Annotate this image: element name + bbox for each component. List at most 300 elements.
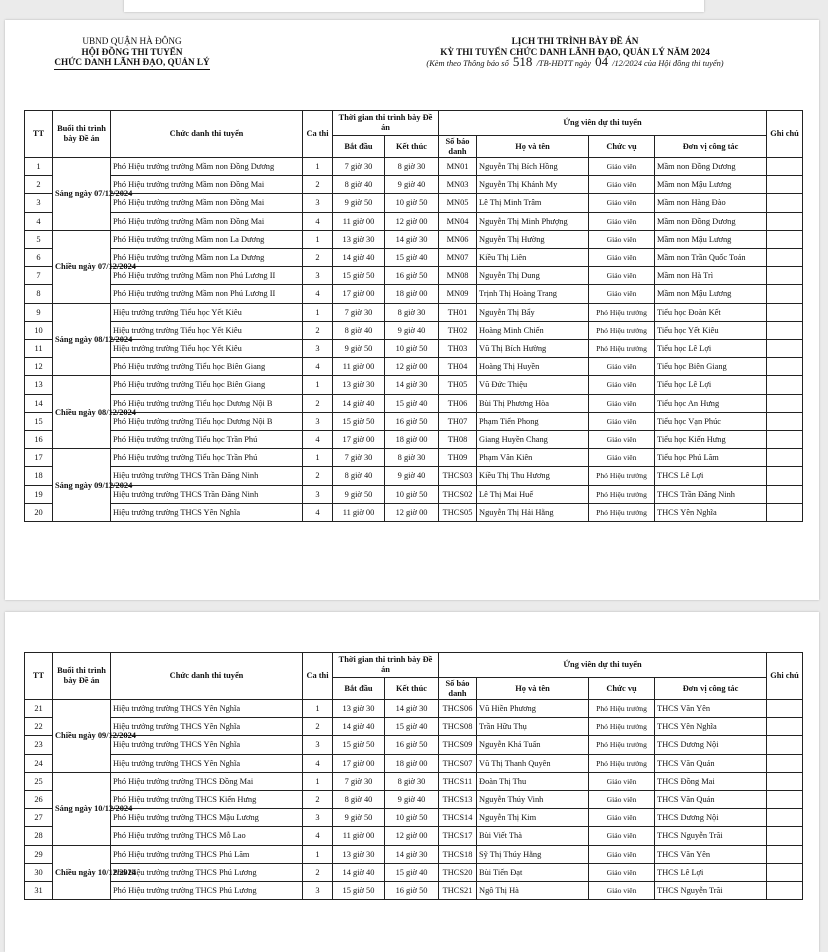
row-number: 3 xyxy=(25,194,53,212)
notes-cell xyxy=(767,212,803,230)
shift-cell: 4 xyxy=(303,827,333,845)
current-position-cell: Giáo viên xyxy=(589,882,655,900)
shift-cell: 4 xyxy=(303,358,333,376)
start-time-cell: 15 giờ 50 xyxy=(333,412,385,430)
candidate-name-cell: Vũ Thị Bích Hường xyxy=(477,340,589,358)
position-title-cell: Hiệu trưởng trường THCS Trần Đăng Ninh xyxy=(111,485,303,503)
workplace-cell: THCS Lê Lợi xyxy=(655,863,767,881)
row-number: 29 xyxy=(25,845,53,863)
end-time-cell: 12 giờ 00 xyxy=(385,358,439,376)
workplace-cell: Mầm non Hàng Đào xyxy=(655,194,767,212)
row-number: 18 xyxy=(25,467,53,485)
session-cell: Sáng ngày 10/12/2024 xyxy=(53,772,111,845)
table-row xyxy=(25,431,803,449)
shift-cell: 3 xyxy=(303,194,333,212)
candidate-name-cell: Nguyễn Thị Bích Hồng xyxy=(477,158,589,176)
end-time-cell: 12 giờ 00 xyxy=(385,503,439,521)
notes-cell xyxy=(767,736,803,754)
end-time-cell: 8 giờ 30 xyxy=(385,772,439,790)
end-time-cell: 14 giờ 30 xyxy=(385,376,439,394)
position-title-cell: Phó Hiệu trưởng trường Tiểu học Dương Nội B xyxy=(111,394,303,412)
position-title-cell: Phó Hiệu trưởng trường THCS Phú Lãm xyxy=(111,845,303,863)
current-position-cell: Phó Hiệu trưởng xyxy=(589,485,655,503)
end-time-cell: 9 giờ 40 xyxy=(385,791,439,809)
candidate-code-cell: THCS06 xyxy=(439,700,477,718)
row-number: 23 xyxy=(25,736,53,754)
workplace-cell: Mầm non Trần Quốc Toản xyxy=(655,249,767,267)
row-number: 6 xyxy=(25,249,53,267)
table-row xyxy=(25,718,803,736)
position-title-cell: Phó Hiệu trưởng trường THCS Phú Lương xyxy=(111,863,303,881)
candidate-name-cell: Vũ Đức Thiệu xyxy=(477,376,589,394)
row-number: 20 xyxy=(25,503,53,521)
start-time-cell: 17 giờ 00 xyxy=(333,754,385,772)
position-title-cell: Phó Hiệu trưởng trường Mầm non Đồng Dương xyxy=(111,158,303,176)
current-position-cell: Giáo viên xyxy=(589,358,655,376)
table-row xyxy=(25,394,803,412)
col-time-group: Thời gian thi trình bày Đề án xyxy=(333,111,439,136)
session-cell: Chiều ngày 08/12/2024 xyxy=(53,376,111,449)
notes-cell xyxy=(767,467,803,485)
current-position-cell: Phó Hiệu trưởng xyxy=(589,754,655,772)
current-position-cell: Giáo viên xyxy=(589,285,655,303)
position-title-cell: Hiệu trưởng trường Tiểu học Yết Kiêu xyxy=(111,303,303,321)
row-number: 9 xyxy=(25,303,53,321)
position-title-cell: Phó Hiệu trưởng trường Mầm non Phú Lương II xyxy=(111,267,303,285)
table-row xyxy=(25,358,803,376)
candidate-name-cell: Phạm Tiến Phong xyxy=(477,412,589,430)
shift-cell: 1 xyxy=(303,700,333,718)
workplace-cell: Mầm non Mậu Lương xyxy=(655,230,767,248)
candidate-code-cell: TH04 xyxy=(439,358,477,376)
candidate-code-cell: THCS08 xyxy=(439,718,477,736)
position-title-cell: Phó Hiệu trưởng trường THCS Kiến Hưng xyxy=(111,791,303,809)
table-row xyxy=(25,321,803,339)
start-time-cell: 8 giờ 40 xyxy=(333,321,385,339)
notes-cell xyxy=(767,700,803,718)
end-time-cell: 16 giờ 50 xyxy=(385,736,439,754)
document-page-1 xyxy=(5,20,819,600)
workplace-cell: THCS Nguyễn Trãi xyxy=(655,827,767,845)
start-time-cell: 8 giờ 40 xyxy=(333,791,385,809)
end-time-cell: 10 giờ 50 xyxy=(385,194,439,212)
col-position: Chức vụ xyxy=(589,136,655,158)
end-time-cell: 10 giờ 50 xyxy=(385,809,439,827)
table-row xyxy=(25,376,803,394)
table-row xyxy=(25,285,803,303)
table-row xyxy=(25,772,803,790)
schedule-table-page-1 xyxy=(24,110,803,522)
position-title-cell: Phó Hiệu trưởng trường Mầm non La Dương xyxy=(111,230,303,248)
candidate-name-cell: Lê Thị Minh Trâm xyxy=(477,194,589,212)
candidate-name-cell: Giang Huyền Chang xyxy=(477,431,589,449)
shift-cell: 3 xyxy=(303,412,333,430)
current-position-cell: Giáo viên xyxy=(589,158,655,176)
notes-cell xyxy=(767,321,803,339)
start-time-cell: 11 giờ 00 xyxy=(333,827,385,845)
end-time-cell: 8 giờ 30 xyxy=(385,158,439,176)
notes-cell xyxy=(767,412,803,430)
start-time-cell: 14 giờ 40 xyxy=(333,863,385,881)
col-tt: TT xyxy=(25,653,53,700)
notes-cell xyxy=(767,845,803,863)
row-number: 12 xyxy=(25,358,53,376)
shift-cell: 1 xyxy=(303,303,333,321)
shift-cell: 3 xyxy=(303,809,333,827)
candidate-code-cell: THCS18 xyxy=(439,845,477,863)
notes-cell xyxy=(767,376,803,394)
end-time-cell: 12 giờ 00 xyxy=(385,827,439,845)
table-row xyxy=(25,791,803,809)
table-header xyxy=(25,111,803,158)
current-position-cell: Giáo viên xyxy=(589,772,655,790)
table-body-page-1 xyxy=(25,158,803,522)
candidate-code-cell: MN05 xyxy=(439,194,477,212)
candidate-name-cell: Kiều Thị Liên xyxy=(477,249,589,267)
position-title-cell: Phó Hiệu trưởng trường Tiểu học Biên Giang xyxy=(111,376,303,394)
table-row xyxy=(25,230,803,248)
position-title-cell: Hiệu trưởng trường THCS Yên Nghĩa xyxy=(111,700,303,718)
notes-cell xyxy=(767,772,803,790)
current-position-cell: Giáo viên xyxy=(589,791,655,809)
current-position-cell: Giáo viên xyxy=(589,230,655,248)
session-cell: Sáng ngày 08/12/2024 xyxy=(53,303,111,376)
session-cell: Chiều ngày 07/12/2024 xyxy=(53,230,111,303)
candidate-code-cell: MN04 xyxy=(439,212,477,230)
col-candidates: Ứng viên dự thi tuyển xyxy=(439,653,767,678)
current-position-cell: Phó Hiệu trưởng xyxy=(589,321,655,339)
row-number: 14 xyxy=(25,394,53,412)
table-row xyxy=(25,503,803,521)
end-time-cell: 10 giờ 50 xyxy=(385,485,439,503)
document-page-2 xyxy=(5,612,819,952)
col-session: Buổi thi trình bày Đề án xyxy=(53,111,111,158)
col-shift: Ca thi xyxy=(303,653,333,700)
workplace-cell: THCS Yên Nghĩa xyxy=(655,503,767,521)
notes-cell xyxy=(767,503,803,521)
candidate-name-cell: Vũ Thị Thanh Quyên xyxy=(477,754,589,772)
start-time-cell: 15 giờ 50 xyxy=(333,736,385,754)
col-title: Chức danh thi tuyển xyxy=(111,111,303,158)
document-header xyxy=(5,36,819,98)
workplace-cell: Tiểu học An Hưng xyxy=(655,394,767,412)
shift-cell: 4 xyxy=(303,285,333,303)
position-title-cell: Phó Hiệu trưởng trường Tiểu học Biên Giang xyxy=(111,358,303,376)
issuer-line-1: UBND QUẬN HÀ ĐÔNG xyxy=(82,36,182,46)
candidate-code-cell: TH02 xyxy=(439,321,477,339)
start-time-cell: 11 giờ 00 xyxy=(333,503,385,521)
shift-cell: 1 xyxy=(303,449,333,467)
current-position-cell: Phó Hiệu trưởng xyxy=(589,303,655,321)
table-row xyxy=(25,249,803,267)
col-position: Chức vụ xyxy=(589,678,655,700)
reference-day: 04 xyxy=(595,54,609,69)
reference-number: 518 xyxy=(512,54,533,69)
position-title-cell: Hiệu trưởng trường THCS Yên Nghĩa xyxy=(111,754,303,772)
workplace-cell: THCS Đồng Mai xyxy=(655,772,767,790)
current-position-cell: Giáo viên xyxy=(589,412,655,430)
current-position-cell: Giáo viên xyxy=(589,827,655,845)
end-time-cell: 16 giờ 50 xyxy=(385,412,439,430)
candidate-code-cell: MN08 xyxy=(439,267,477,285)
candidate-code-cell: TH07 xyxy=(439,412,477,430)
notes-cell xyxy=(767,249,803,267)
session-cell: Chiều ngày 10/12/2024 xyxy=(53,845,111,900)
start-time-cell: 11 giờ 00 xyxy=(333,358,385,376)
table-row xyxy=(25,700,803,718)
row-number: 16 xyxy=(25,431,53,449)
table-header xyxy=(25,653,803,700)
row-number: 27 xyxy=(25,809,53,827)
workplace-cell: THCS Dương Nội xyxy=(655,736,767,754)
position-title-cell: Phó Hiệu trưởng trường Tiểu học Trần Phú xyxy=(111,449,303,467)
end-time-cell: 9 giờ 40 xyxy=(385,467,439,485)
start-time-cell: 8 giờ 40 xyxy=(333,467,385,485)
col-end: Kết thúc xyxy=(385,136,439,158)
table-row xyxy=(25,863,803,881)
candidate-code-cell: THCS07 xyxy=(439,754,477,772)
position-title-cell: Phó Hiệu trưởng trường Mầm non Đồng Mai xyxy=(111,194,303,212)
shift-cell: 3 xyxy=(303,882,333,900)
table-row xyxy=(25,736,803,754)
notes-cell xyxy=(767,449,803,467)
issuer-line-3: CHỨC DANH LÃNH ĐẠO, QUẢN LÝ xyxy=(54,57,209,70)
position-title-cell: Hiệu trưởng trường Tiểu học Yết Kiêu xyxy=(111,321,303,339)
candidate-name-cell: Bùi Thị Phương Hòa xyxy=(477,394,589,412)
end-time-cell: 15 giờ 40 xyxy=(385,863,439,881)
candidate-name-cell: Lê Thị Mai Huế xyxy=(477,485,589,503)
row-number: 19 xyxy=(25,485,53,503)
issuer-line-2: HỘI ĐỒNG THI TUYỂN xyxy=(81,46,183,57)
col-title: Chức danh thi tuyển xyxy=(111,653,303,700)
position-title-cell: Hiệu trưởng trường THCS Yên Nghĩa xyxy=(111,736,303,754)
current-position-cell: Giáo viên xyxy=(589,431,655,449)
document-subtitle: KỲ THI TUYỂN CHỨC DANH LÃNH ĐẠO, QUẢN LÝ NĂM 2024 xyxy=(440,46,710,57)
end-time-cell: 15 giờ 40 xyxy=(385,249,439,267)
end-time-cell: 14 giờ 30 xyxy=(385,230,439,248)
position-title-cell: Phó Hiệu trưởng trường Mầm non La Dương xyxy=(111,249,303,267)
notes-cell xyxy=(767,863,803,881)
notes-cell xyxy=(767,285,803,303)
shift-cell: 1 xyxy=(303,772,333,790)
candidate-code-cell: TH03 xyxy=(439,340,477,358)
position-title-cell: Phó Hiệu trưởng trường Tiểu học Dương Nội B xyxy=(111,412,303,430)
candidate-name-cell: Nguyễn Thị Bẩy xyxy=(477,303,589,321)
notes-cell xyxy=(767,827,803,845)
current-position-cell: Phó Hiệu trưởng xyxy=(589,503,655,521)
shift-cell: 4 xyxy=(303,431,333,449)
notes-cell xyxy=(767,431,803,449)
candidate-code-cell: TH09 xyxy=(439,449,477,467)
workplace-cell: Tiểu học Phú Lãm xyxy=(655,449,767,467)
start-time-cell: 11 giờ 00 xyxy=(333,212,385,230)
shift-cell: 2 xyxy=(303,863,333,881)
table-row xyxy=(25,194,803,212)
end-time-cell: 8 giờ 30 xyxy=(385,303,439,321)
col-tt: TT xyxy=(25,111,53,158)
position-title-cell: Phó Hiệu trưởng trường THCS Mỗ Lao xyxy=(111,827,303,845)
workplace-cell: THCS Văn Quán xyxy=(655,791,767,809)
end-time-cell: 18 giờ 00 xyxy=(385,754,439,772)
table-row xyxy=(25,212,803,230)
col-code: Số báo danh xyxy=(439,136,477,158)
shift-cell: 3 xyxy=(303,736,333,754)
table-row xyxy=(25,754,803,772)
current-position-cell: Giáo viên xyxy=(589,249,655,267)
notes-cell xyxy=(767,340,803,358)
col-time-group: Thời gian thi trình bày Đề án xyxy=(333,653,439,678)
candidate-name-cell: Bùi Viết Thà xyxy=(477,827,589,845)
current-position-cell: Phó Hiệu trưởng xyxy=(589,340,655,358)
shift-cell: 2 xyxy=(303,718,333,736)
candidate-code-cell: MN09 xyxy=(439,285,477,303)
start-time-cell: 13 giờ 30 xyxy=(333,700,385,718)
current-position-cell: Giáo viên xyxy=(589,845,655,863)
current-position-cell: Giáo viên xyxy=(589,194,655,212)
candidate-code-cell: THCS14 xyxy=(439,809,477,827)
workplace-cell: THCS Văn Yên xyxy=(655,700,767,718)
table-row xyxy=(25,485,803,503)
session-cell: Chiều ngày 09/12/2024 xyxy=(53,700,111,773)
workplace-cell: THCS Văn Quán xyxy=(655,754,767,772)
candidate-name-cell: Nguyễn Thị Khánh My xyxy=(477,176,589,194)
workplace-cell: Tiểu học Vạn Phúc xyxy=(655,412,767,430)
candidate-code-cell: TH05 xyxy=(439,376,477,394)
table-row xyxy=(25,449,803,467)
current-position-cell: Phó Hiệu trưởng xyxy=(589,718,655,736)
end-time-cell: 16 giờ 50 xyxy=(385,267,439,285)
workplace-cell: Tiểu học Biên Giang xyxy=(655,358,767,376)
previous-page-fragment xyxy=(124,0,704,12)
candidate-code-cell: TH01 xyxy=(439,303,477,321)
candidate-name-cell: Phạm Văn Kiên xyxy=(477,449,589,467)
workplace-cell: THCS Nguyễn Trãi xyxy=(655,882,767,900)
row-number: 28 xyxy=(25,827,53,845)
schedule-table-page-2 xyxy=(24,652,803,900)
start-time-cell: 13 giờ 30 xyxy=(333,230,385,248)
current-position-cell: Phó Hiệu trưởng xyxy=(589,700,655,718)
notes-cell xyxy=(767,809,803,827)
notes-cell xyxy=(767,158,803,176)
table-row xyxy=(25,827,803,845)
position-title-cell: Hiệu trưởng trường THCS Yên Nghĩa xyxy=(111,718,303,736)
candidate-name-cell: Nguyễn Thị Minh Phượng xyxy=(477,212,589,230)
candidate-code-cell: THCS03 xyxy=(439,467,477,485)
row-number: 8 xyxy=(25,285,53,303)
candidate-name-cell: Nguyễn Thúy Vinh xyxy=(477,791,589,809)
row-number: 7 xyxy=(25,267,53,285)
col-name: Họ và tên xyxy=(477,678,589,700)
shift-cell: 2 xyxy=(303,791,333,809)
workplace-cell: Tiểu học Đoàn Kết xyxy=(655,303,767,321)
candidate-code-cell: THCS02 xyxy=(439,485,477,503)
workplace-cell: THCS Lê Lợi xyxy=(655,467,767,485)
row-number: 2 xyxy=(25,176,53,194)
candidate-code-cell: THCS11 xyxy=(439,772,477,790)
row-number: 21 xyxy=(25,700,53,718)
current-position-cell: Giáo viên xyxy=(589,267,655,285)
row-number: 31 xyxy=(25,882,53,900)
shift-cell: 1 xyxy=(303,158,333,176)
row-number: 1 xyxy=(25,158,53,176)
position-title-cell: Hiệu trưởng trường Tiểu học Yết Kiêu xyxy=(111,340,303,358)
shift-cell: 2 xyxy=(303,321,333,339)
table-row xyxy=(25,467,803,485)
workplace-cell: THCS Dương Nội xyxy=(655,809,767,827)
position-title-cell: Phó Hiệu trưởng trường THCS Phú Lương xyxy=(111,882,303,900)
session-cell: Sáng ngày 07/12/2024 xyxy=(53,158,111,231)
col-session: Buổi thi trình bày Đề án xyxy=(53,653,111,700)
candidate-code-cell: TH08 xyxy=(439,431,477,449)
end-time-cell: 9 giờ 40 xyxy=(385,176,439,194)
candidate-code-cell: TH06 xyxy=(439,394,477,412)
start-time-cell: 14 giờ 40 xyxy=(333,249,385,267)
candidate-name-cell: Nguyễn Thị Dung xyxy=(477,267,589,285)
col-start: Bắt đầu xyxy=(333,678,385,700)
row-number: 5 xyxy=(25,230,53,248)
end-time-cell: 8 giờ 30 xyxy=(385,449,439,467)
table-row xyxy=(25,340,803,358)
notes-cell xyxy=(767,394,803,412)
start-time-cell: 8 giờ 40 xyxy=(333,176,385,194)
document-title: LỊCH THI TRÌNH BÀY ĐỀ ÁN xyxy=(511,36,639,46)
row-number: 22 xyxy=(25,718,53,736)
col-end: Kết thúc xyxy=(385,678,439,700)
current-position-cell: Giáo viên xyxy=(589,176,655,194)
table-row xyxy=(25,176,803,194)
position-title-cell: Hiệu trưởng trường THCS Yên Nghĩa xyxy=(111,503,303,521)
candidate-name-cell: Trần Hữu Thụ xyxy=(477,718,589,736)
end-time-cell: 16 giờ 50 xyxy=(385,882,439,900)
shift-cell: 3 xyxy=(303,485,333,503)
workplace-cell: Tiểu học Lê Lợi xyxy=(655,340,767,358)
start-time-cell: 17 giờ 00 xyxy=(333,431,385,449)
notes-cell xyxy=(767,754,803,772)
workplace-cell: THCS Yên Nghĩa xyxy=(655,718,767,736)
row-number: 26 xyxy=(25,791,53,809)
candidate-name-cell: Trịnh Thị Hoàng Trang xyxy=(477,285,589,303)
workplace-cell: Tiểu học Lê Lợi xyxy=(655,376,767,394)
current-position-cell: Giáo viên xyxy=(589,449,655,467)
candidate-name-cell: Kiều Thị Thu Hương xyxy=(477,467,589,485)
candidate-code-cell: THCS20 xyxy=(439,863,477,881)
row-number: 13 xyxy=(25,376,53,394)
candidate-name-cell: Ngô Thị Hà xyxy=(477,882,589,900)
current-position-cell: Giáo viên xyxy=(589,212,655,230)
notes-cell xyxy=(767,358,803,376)
candidate-name-cell: Hoàng Thị Huyền xyxy=(477,358,589,376)
start-time-cell: 7 giờ 30 xyxy=(333,772,385,790)
end-time-cell: 9 giờ 40 xyxy=(385,321,439,339)
start-time-cell: 14 giờ 40 xyxy=(333,718,385,736)
shift-cell: 4 xyxy=(303,754,333,772)
start-time-cell: 7 giờ 30 xyxy=(333,158,385,176)
notes-cell xyxy=(767,718,803,736)
current-position-cell: Giáo viên xyxy=(589,394,655,412)
current-position-cell: Giáo viên xyxy=(589,376,655,394)
table-row xyxy=(25,845,803,863)
col-shift: Ca thi xyxy=(303,111,333,158)
notes-cell xyxy=(767,267,803,285)
position-title-cell: Phó Hiệu trưởng trường Mầm non Phú Lương II xyxy=(111,285,303,303)
candidate-code-cell: THCS05 xyxy=(439,503,477,521)
notes-cell xyxy=(767,230,803,248)
position-title-cell: Phó Hiệu trưởng trường Mầm non Đồng Mai xyxy=(111,212,303,230)
start-time-cell: 9 giờ 50 xyxy=(333,809,385,827)
start-time-cell: 9 giờ 50 xyxy=(333,340,385,358)
table-row xyxy=(25,158,803,176)
start-time-cell: 14 giờ 40 xyxy=(333,394,385,412)
